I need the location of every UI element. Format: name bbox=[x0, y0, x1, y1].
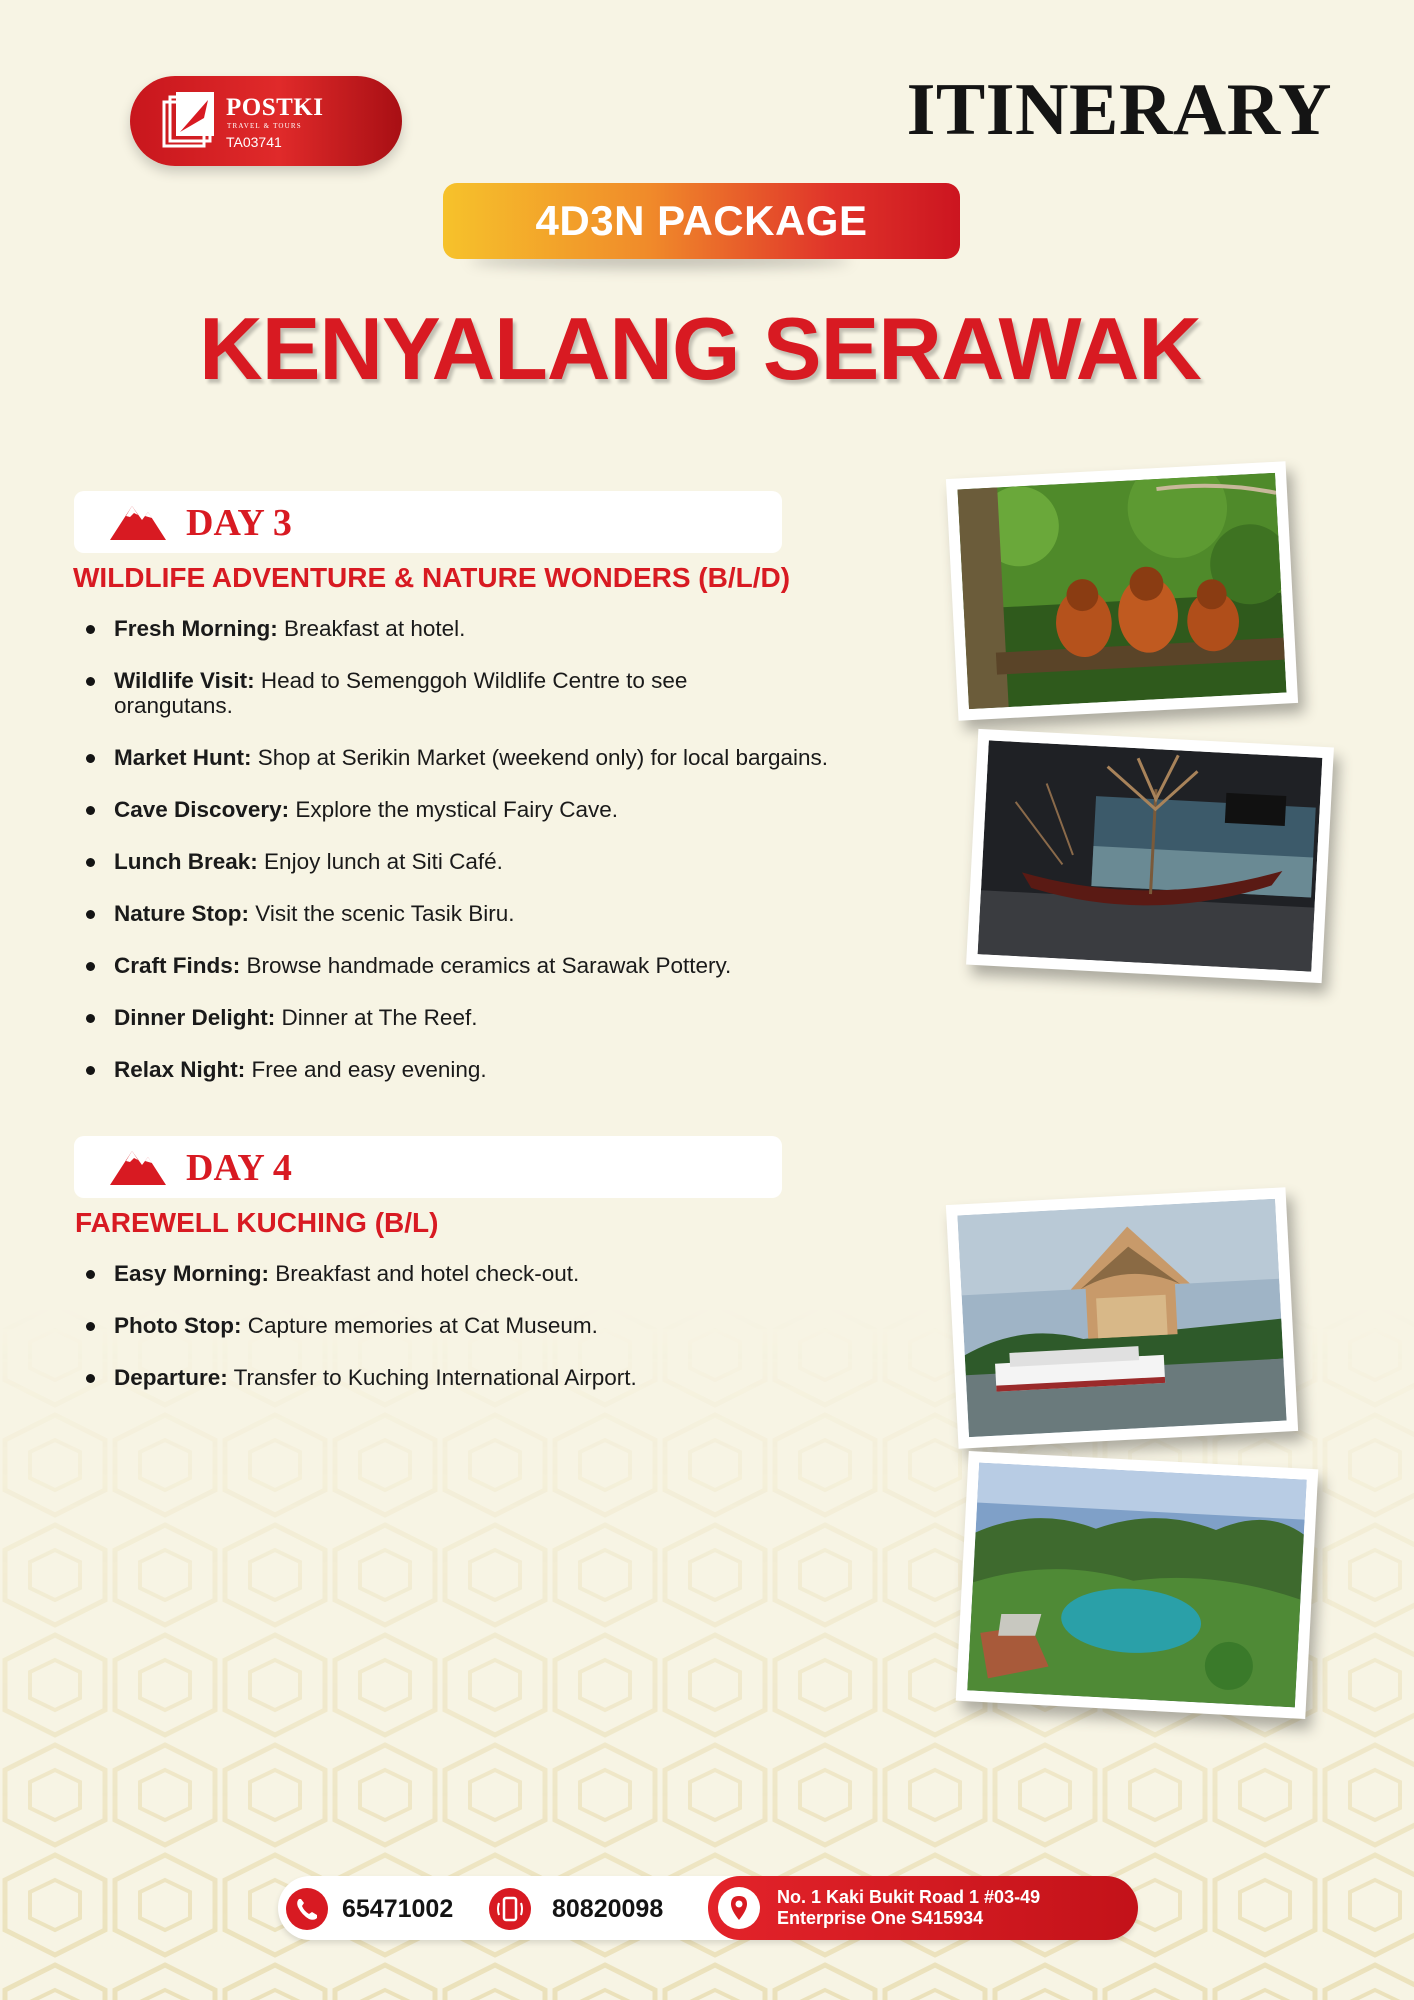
address-line-2: Enterprise One S415934 bbox=[777, 1908, 984, 1928]
page-title: ITINERARY bbox=[906, 69, 1332, 151]
phone-number[interactable]: 65471002 bbox=[342, 1895, 454, 1923]
day-label: DAY 4 bbox=[186, 1147, 292, 1189]
brand-tagline: TRAVEL & TOURS bbox=[227, 122, 302, 130]
list-item: Wildlife Visit: Head to Semenggoh Wildlife Centre to see orangutans. bbox=[84, 668, 804, 718]
day-3-activities bbox=[84, 616, 844, 1082]
mobile-number[interactable]: 80820098 bbox=[552, 1895, 664, 1923]
logo-mark-icon bbox=[160, 92, 216, 150]
list-item: Lunch Break: Enjoy lunch at Siti Café. bbox=[84, 849, 844, 874]
tasik-biru-image bbox=[967, 1463, 1306, 1708]
address-line-1: No. 1 Kaki Bukit Road 1 #03-49 bbox=[777, 1887, 1041, 1907]
brand-logo[interactable] bbox=[130, 76, 402, 166]
brand-name: POSTKI bbox=[226, 94, 324, 121]
list-item: Market Hunt: Shop at Serikin Market (weekend only) for local bargains. bbox=[84, 745, 844, 770]
assembly-building-image bbox=[957, 1199, 1286, 1437]
contact-bar bbox=[278, 1876, 1138, 1940]
brand-license: TA03741 bbox=[226, 134, 282, 150]
mountain-icon bbox=[108, 1145, 168, 1187]
location-pin-icon bbox=[718, 1887, 760, 1929]
list-item: Cave Discovery: Explore the mystical Fairy Cave. bbox=[84, 797, 844, 822]
list-item: Dinner Delight: Dinner at The Reef. bbox=[84, 1005, 844, 1030]
address-pill bbox=[708, 1876, 1138, 1940]
orangutan-photo bbox=[946, 461, 1298, 720]
orangutan-image bbox=[957, 473, 1286, 709]
museum-image bbox=[978, 740, 1323, 971]
list-item: Fresh Morning: Breakfast at hotel. bbox=[84, 616, 844, 641]
day-header-4 bbox=[74, 1136, 782, 1198]
day-subtitle: WILDLIFE ADVENTURE & NATURE WONDERS (B/L/D) bbox=[73, 562, 791, 593]
day-subtitle: FAREWELL KUCHING (B/L) bbox=[75, 1207, 439, 1238]
mountain-icon bbox=[108, 500, 168, 542]
museum-photo bbox=[966, 729, 1334, 983]
tasik-biru-photo bbox=[956, 1451, 1319, 1719]
day-4-activities bbox=[84, 1261, 844, 1390]
list-item: Departure: Transfer to Kuching International Airport. bbox=[84, 1365, 844, 1390]
list-item: Photo Stop: Capture memories at Cat Museum. bbox=[84, 1313, 844, 1338]
list-item: Easy Morning: Breakfast and hotel check-out. bbox=[84, 1261, 844, 1286]
day-label: DAY 3 bbox=[186, 502, 292, 544]
mobile-icon bbox=[489, 1888, 531, 1930]
phone-icon bbox=[286, 1888, 328, 1930]
main-title: KENYALANG SERAWAK bbox=[199, 299, 1201, 398]
package-badge: 4D3N PACKAGE bbox=[443, 183, 960, 259]
assembly-building-photo bbox=[946, 1187, 1298, 1448]
list-item: Nature Stop: Visit the scenic Tasik Biru. bbox=[84, 901, 844, 926]
day-header-3 bbox=[74, 491, 782, 553]
list-item: Relax Night: Free and easy evening. bbox=[84, 1057, 844, 1082]
list-item: Craft Finds: Browse handmade ceramics at Sarawak Pottery. bbox=[84, 953, 844, 978]
